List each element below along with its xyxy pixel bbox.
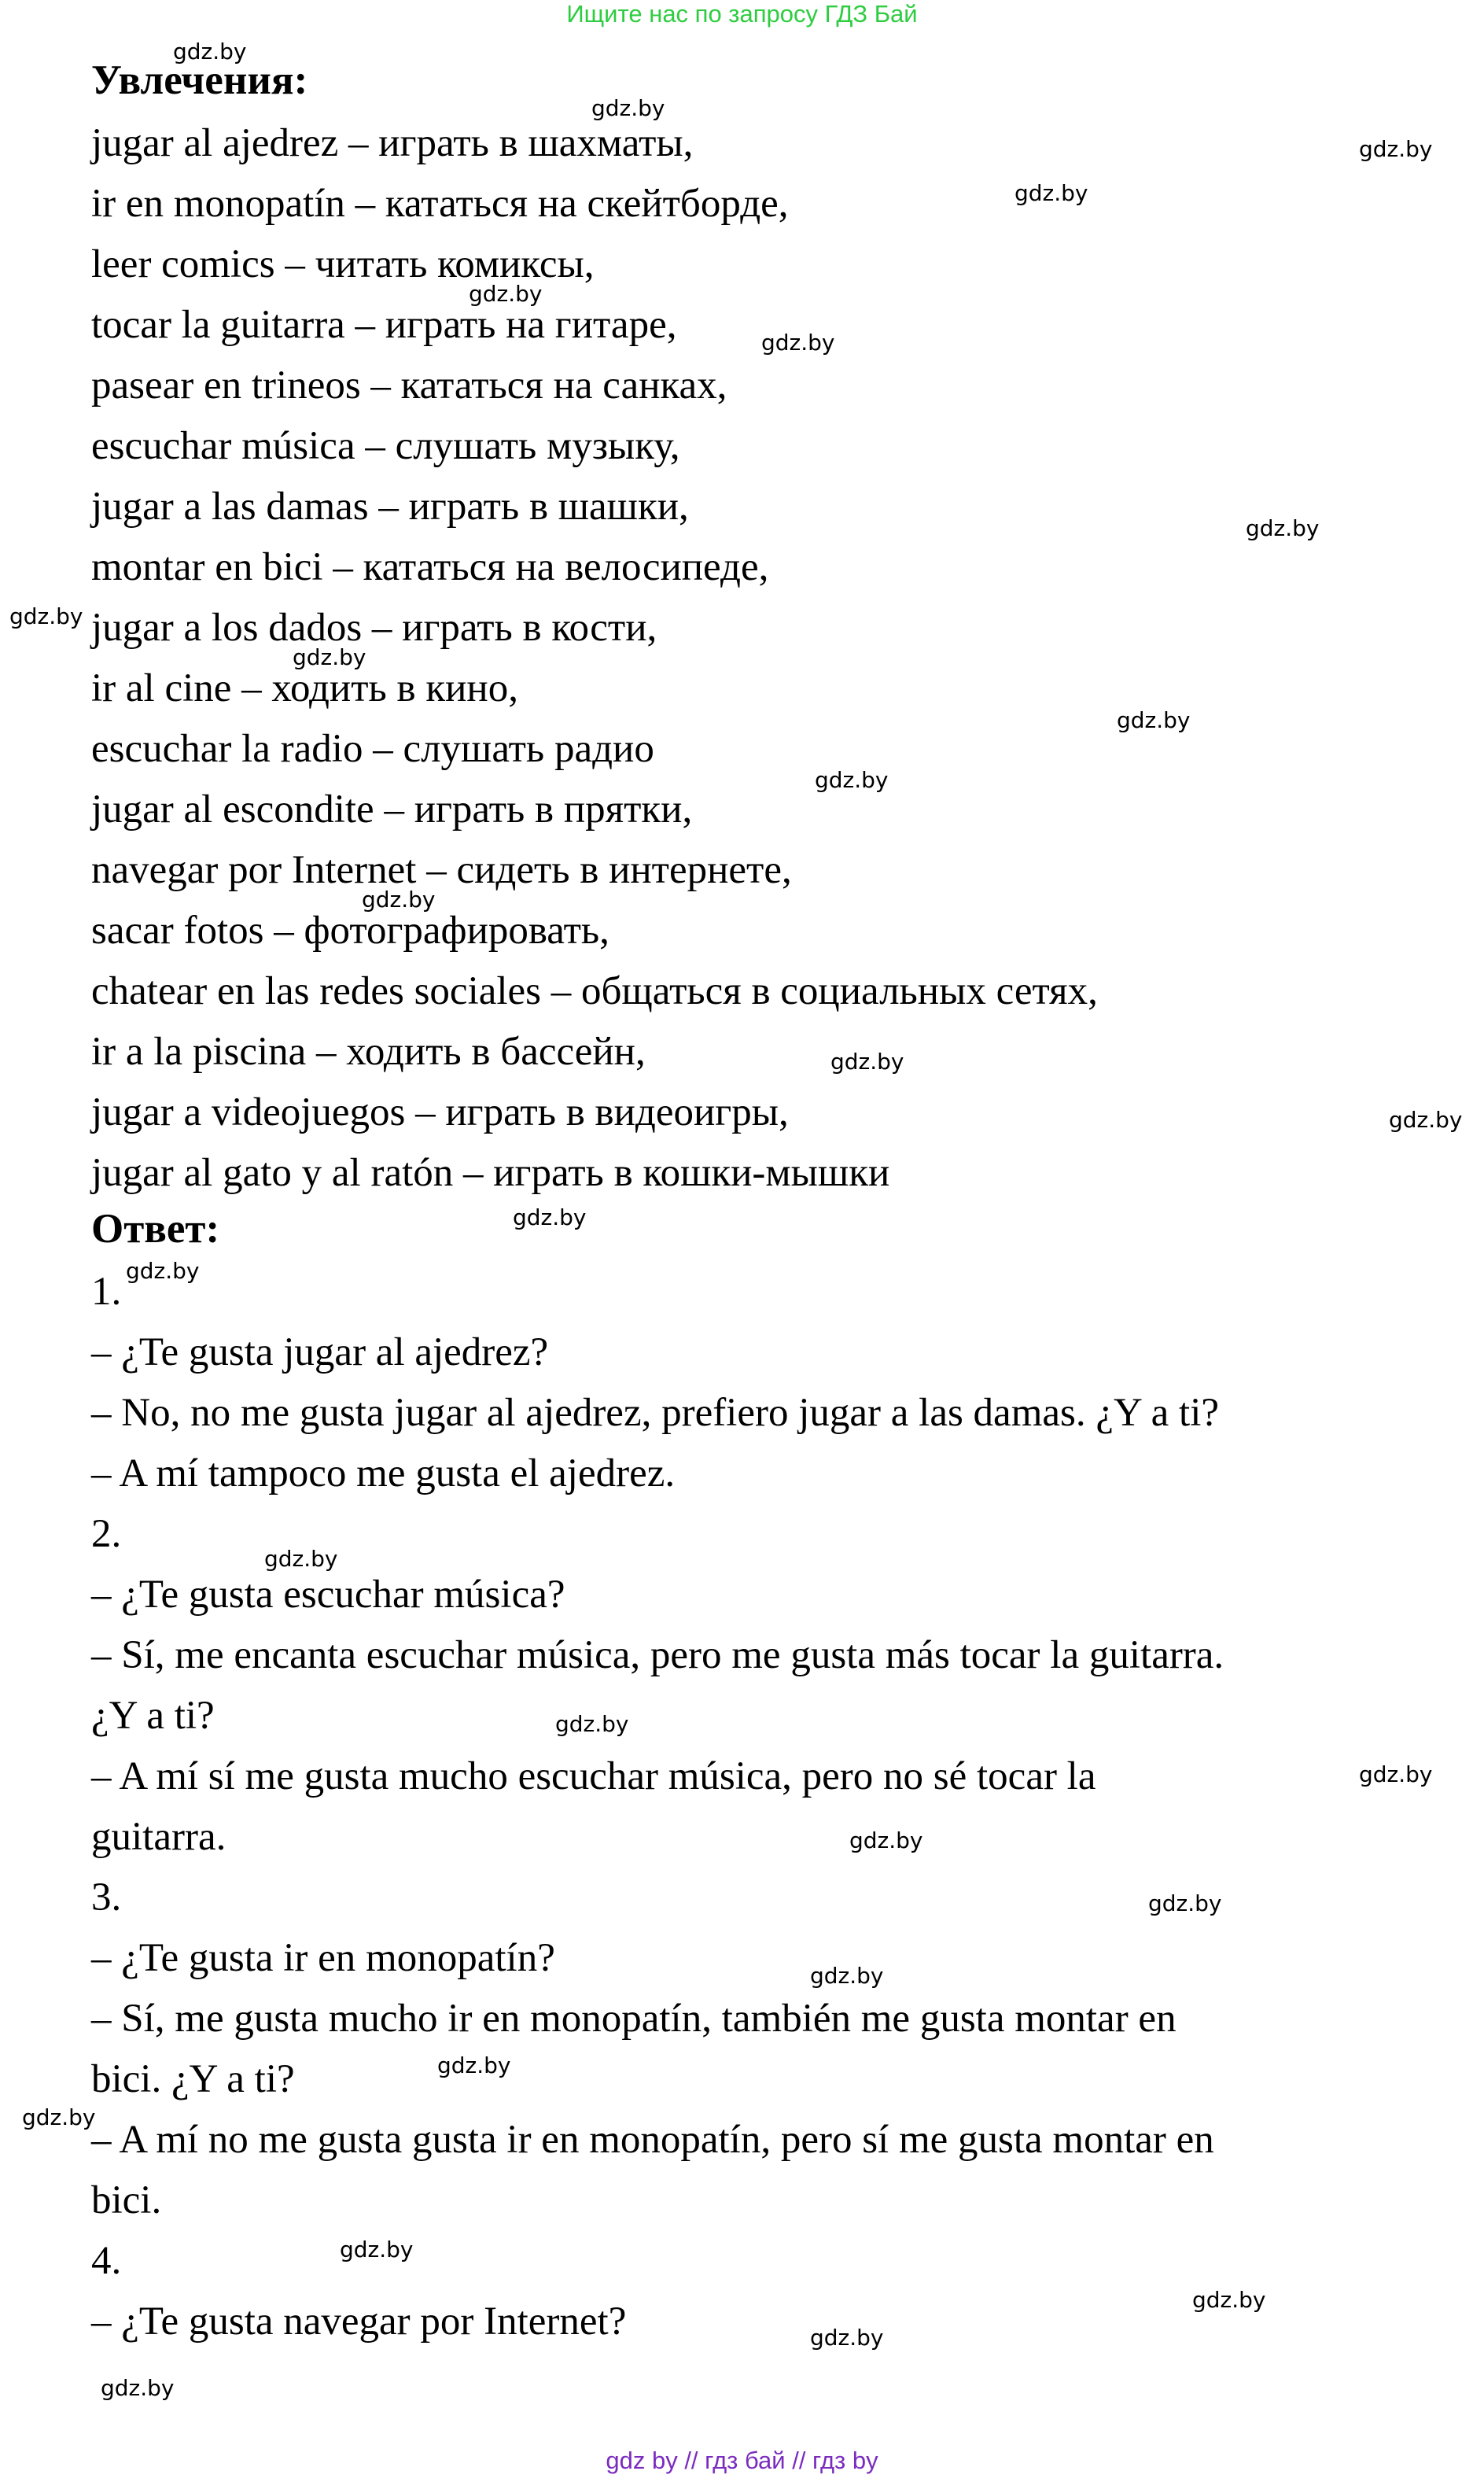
watermark: gdz.by: [264, 1546, 338, 1572]
hobby-line: ir en monopatín – кататься на скейтборде,: [91, 182, 789, 226]
answer-line: – Sí, me encanta escuchar música, pero me gusta más tocar la guitarra.: [91, 1633, 1224, 1677]
answer-line: – A mí no me gusta gusta ir en monopatín, pero sí me gusta montar en: [91, 2118, 1214, 2162]
watermark: gdz.by: [591, 95, 665, 121]
watermark: gdz.by: [1148, 1890, 1222, 1916]
hobby-line: jugar a videojuegos – играть в видеоигры,: [91, 1090, 789, 1134]
hobby-line: chatear en las redes sociales – общаться в социальных сетях,: [91, 969, 1098, 1013]
watermark: gdz.by: [9, 603, 83, 629]
watermark: gdz.by: [815, 767, 889, 793]
answer-line: – A mí sí me gusta mucho escuchar música, pero no sé tocar la: [91, 1754, 1096, 1798]
watermark: gdz.by: [1359, 136, 1433, 162]
answer-line: 2.: [91, 1512, 122, 1556]
answer-line: – ¿Te gusta jugar al ajedrez?: [91, 1330, 549, 1374]
watermark: gdz.by: [293, 644, 366, 670]
hobby-line: jugar al ajedrez – играть в шахматы,: [91, 121, 694, 165]
answer-line: – ¿Te gusta escuchar música?: [91, 1573, 565, 1617]
answer-heading: Ответ:: [91, 1206, 220, 1252]
watermark: gdz.by: [1014, 180, 1088, 206]
watermark: gdz.by: [173, 39, 247, 65]
answer-line: bici.: [91, 2178, 162, 2222]
watermark: gdz.by: [1359, 1761, 1433, 1787]
answer-line: bici. ¿Y a ti?: [91, 2057, 295, 2101]
answer-line: – A mí tampoco me gusta el ajedrez.: [91, 1451, 676, 1495]
hobby-line: ir al cine – ходить в кино,: [91, 666, 518, 710]
hobby-line: jugar a los dados – играть в кости,: [91, 606, 657, 650]
hobby-line: navegar por Internet – сидеть в интернете,: [91, 848, 792, 892]
watermark: gdz.by: [810, 2325, 884, 2351]
watermark: gdz.by: [1246, 515, 1320, 541]
answer-line: ¿Y a ti?: [91, 1694, 215, 1738]
watermark: gdz.by: [830, 1049, 904, 1075]
hobby-line: pasear en trineos – кататься на санках,: [91, 363, 727, 408]
watermark: gdz.by: [22, 2104, 96, 2130]
hobby-line: jugar al escondite – играть в прятки,: [91, 787, 693, 832]
answer-line: guitarra.: [91, 1815, 226, 1859]
watermark: gdz.by: [1117, 707, 1191, 733]
answer-line: 4.: [91, 2239, 122, 2283]
watermark: gdz.by: [362, 887, 436, 913]
hobby-line: jugar al gato y al ratón – играть в кошки-мышки: [91, 1151, 890, 1195]
watermark: gdz.by: [101, 2375, 175, 2401]
watermark: gdz.by: [555, 1711, 629, 1737]
hobby-line: leer comics – читать комиксы,: [91, 242, 595, 286]
answer-line: 3.: [91, 1875, 122, 1920]
top-banner[interactable]: Ищите нас по запросу ГДЗ Бай: [566, 0, 918, 28]
watermark: gdz.by: [1192, 2287, 1266, 2313]
watermark: gdz.by: [469, 281, 543, 307]
answer-line: – ¿Te gusta ir en monopatín?: [91, 1936, 555, 1980]
watermark: gdz.by: [1389, 1107, 1463, 1133]
hobby-line: sacar fotos – фотографировать,: [91, 909, 609, 953]
hobby-line: ir a la piscina – ходить в бассейн,: [91, 1030, 646, 1074]
hobby-line: escuchar música – слушать музыку,: [91, 424, 680, 468]
watermark: gdz.by: [126, 1258, 200, 1284]
answer-line: – ¿Te gusta navegar por Internet?: [91, 2299, 627, 2344]
hobby-line: jugar a las damas – играть в шашки,: [91, 485, 689, 529]
watermark: gdz.by: [437, 2052, 511, 2078]
watermark: gdz.by: [810, 1963, 884, 1989]
hobby-line: montar en bici – кататься на велосипеде,: [91, 545, 769, 589]
hobbies-heading: Увлечения:: [91, 57, 308, 103]
answer-line: 1.: [91, 1270, 122, 1314]
watermark: gdz.by: [340, 2237, 414, 2263]
answer-line: – Sí, me gusta mucho ir en monopatín, también me gusta montar en: [91, 1997, 1177, 2041]
answer-line: – No, no me gusta jugar al ajedrez, prefiero jugar a las damas. ¿Y a ti?: [91, 1391, 1220, 1435]
bottom-banner[interactable]: gdz by // гдз бай // гдз by: [606, 2447, 878, 2474]
hobby-line: escuchar la radio – слушать радио: [91, 727, 654, 771]
watermark: gdz.by: [513, 1204, 587, 1230]
watermark: gdz.by: [849, 1827, 923, 1853]
hobby-line: tocar la guitarra – играть на гитаре,: [91, 303, 677, 347]
watermark: gdz.by: [761, 330, 835, 356]
